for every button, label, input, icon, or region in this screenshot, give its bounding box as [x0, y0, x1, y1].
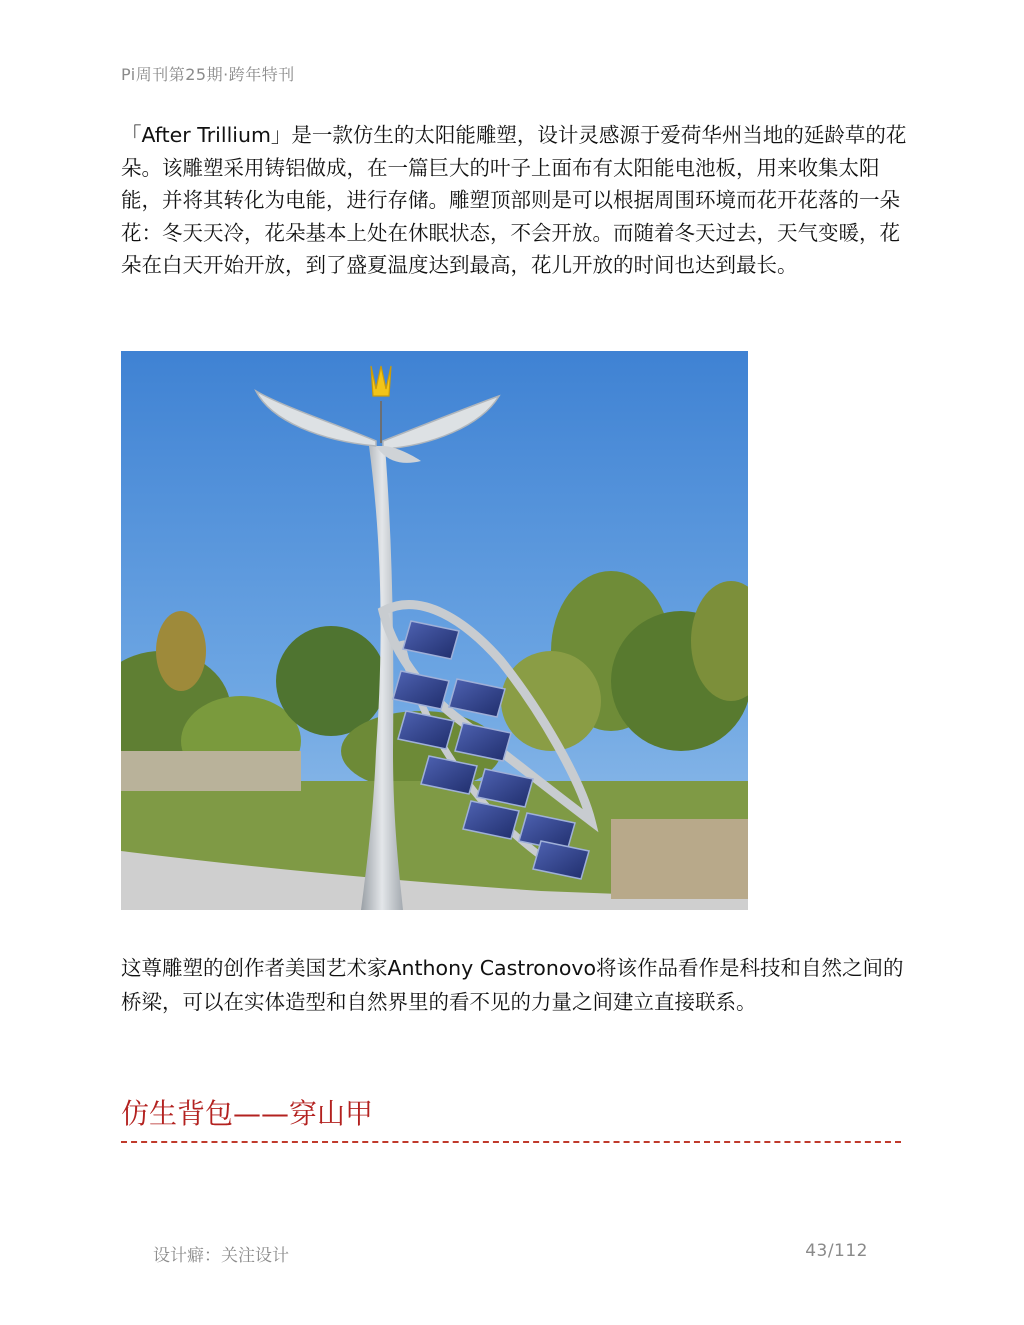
section-heading: 仿生背包——穿山甲 [121, 1097, 374, 1130]
running-header: Pi周刊第25期·跨年特刊 [121, 65, 295, 84]
body-paragraph-1: 「After Trillium」是一款仿生的太阳能雕塑，设计灵感源于爱荷华州当地的延龄草的花朵。该雕塑采用铸铝做成，在一篇巨大的叶子上面布有太阳能电池板，用来收集太阳能，并将其转化为电能，进行存储。雕塑顶部则是可以根据周围环境而花开花落的一朵花：冬天天冷，花朵基本上处在休眠状态，不会开放。而随着冬天过去，天气变暖，花朵在白天开始开放，到了盛夏温度达到最高，花儿开放的时间也达到最长。 [121, 123, 907, 277]
body-paragraph-2: 这尊雕塑的创作者美国艺术家Anthony Castronovo将该作品看作是科技和自然之间的桥梁，可以在实体造型和自然界里的看不见的力量之间建立直接联系。 [121, 956, 904, 1014]
stone-blocks [611, 819, 748, 899]
footer-tagline: 设计癖：关注设计 [153, 1246, 289, 1266]
section-divider [121, 1141, 901, 1143]
page-number: 43/112 [805, 1241, 868, 1261]
sculpture-photo [121, 351, 748, 910]
stone-wall [121, 751, 301, 791]
